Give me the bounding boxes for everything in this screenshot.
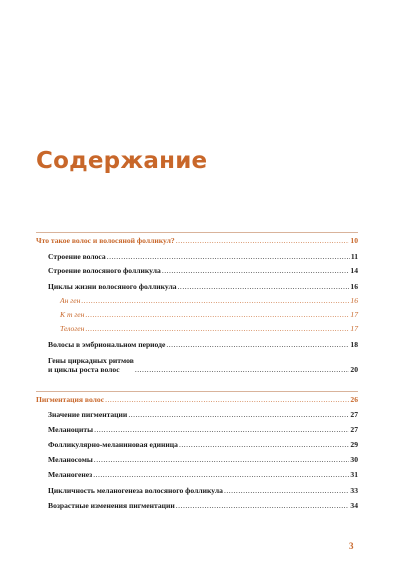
toc-entry-page: 29 xyxy=(350,440,358,449)
toc-entry-page: 16 xyxy=(350,282,358,291)
toc-entry-label: К т ген xyxy=(60,310,85,319)
toc-leader-dots xyxy=(85,324,349,333)
toc-leader-dots xyxy=(135,365,350,374)
toc-entry[interactable] xyxy=(48,252,358,261)
separator-line xyxy=(36,232,358,233)
toc-entry-page: 18 xyxy=(350,340,358,349)
toc-entry[interactable] xyxy=(48,455,358,464)
toc-entry-label: Циклы жизни волосяного фолликула xyxy=(48,282,177,291)
toc-entry-page: 17 xyxy=(350,310,358,319)
toc-subentry[interactable] xyxy=(60,324,358,333)
toc-leader-dots xyxy=(93,470,349,479)
toc-entry[interactable] xyxy=(48,410,358,419)
toc-entry-page: 27 xyxy=(350,410,358,419)
toc-entry-page: 16 xyxy=(350,296,358,305)
toc-subentry[interactable] xyxy=(60,296,358,305)
toc-entry-page: 30 xyxy=(350,455,358,464)
toc-leader-dots xyxy=(94,455,350,464)
toc-entry-label: Фолликулярно-меланиновая единица xyxy=(48,440,178,449)
toc-entry-label: Меланогенез xyxy=(48,470,93,479)
toc-entry-label: Пигментация волос xyxy=(36,395,105,404)
toc-entry[interactable] xyxy=(48,425,358,434)
toc-entry-label: Что такое волос и волосяной фолликул? xyxy=(36,236,175,245)
toc-entry-page: 31 xyxy=(350,470,358,479)
toc-entry-label: Меланоциты xyxy=(48,425,94,434)
toc-leader-dots xyxy=(128,410,349,419)
toc-entry-label: Строение волосяного фолликула xyxy=(48,266,161,275)
toc-entry[interactable] xyxy=(36,236,358,245)
toc-entry[interactable] xyxy=(48,470,358,479)
separator-line xyxy=(36,391,358,392)
toc-leader-dots xyxy=(224,486,349,495)
toc-entry[interactable] xyxy=(48,440,358,449)
toc-entry-label: Телоген xyxy=(60,324,85,333)
toc-entry[interactable] xyxy=(48,356,358,374)
toc-entry[interactable] xyxy=(36,395,358,404)
page-title: Содержание xyxy=(36,148,208,174)
page-number: 3 xyxy=(349,541,354,551)
toc-entry-page: 26 xyxy=(350,395,358,404)
toc-leader-dots xyxy=(107,252,350,261)
toc-entry[interactable] xyxy=(48,282,358,291)
toc-entry[interactable] xyxy=(48,486,358,495)
toc-entry-page: 17 xyxy=(350,324,358,333)
toc-entry-page: 11 xyxy=(350,252,358,261)
toc-entry-page: 33 xyxy=(350,486,358,495)
toc-leader-dots xyxy=(85,310,349,319)
toc-entry-label: Возрастные изменения пигментации xyxy=(48,501,175,510)
toc-entry-label: Ан ген xyxy=(60,296,81,305)
toc-entry[interactable] xyxy=(48,501,358,510)
toc-entry-label: Строение волоса xyxy=(48,252,106,261)
toc-entry-label: Значение пигментации xyxy=(48,410,128,419)
toc-leader-dots xyxy=(176,236,350,245)
toc-leader-dots xyxy=(94,425,349,434)
toc-entry-page: 34 xyxy=(350,501,358,510)
toc-entry-page: 10 xyxy=(350,236,358,245)
toc-entry-page: 14 xyxy=(350,266,358,275)
toc-subentry[interactable] xyxy=(60,310,358,319)
toc-leader-dots xyxy=(162,266,350,275)
toc-entry-label: Гены циркадных ритмов и циклы роста волос xyxy=(48,356,134,374)
toc-leader-dots xyxy=(178,282,350,291)
toc-entry[interactable] xyxy=(48,340,358,349)
toc-entry-label: Волосы в эмбриональном периоде xyxy=(48,340,166,349)
toc-leader-dots xyxy=(105,395,349,404)
toc-leader-dots xyxy=(166,340,349,349)
toc-leader-dots xyxy=(176,501,350,510)
toc-entry-page: 20 xyxy=(350,365,358,374)
toc-entry-label: Меланосомы xyxy=(48,455,93,464)
toc-entry[interactable] xyxy=(48,266,358,275)
toc-leader-dots xyxy=(81,296,349,305)
toc-leader-dots xyxy=(179,440,349,449)
toc-entry-label: Цикличность меланогенеза волосяного фолликула xyxy=(48,486,223,495)
toc-entry-page: 27 xyxy=(350,425,358,434)
